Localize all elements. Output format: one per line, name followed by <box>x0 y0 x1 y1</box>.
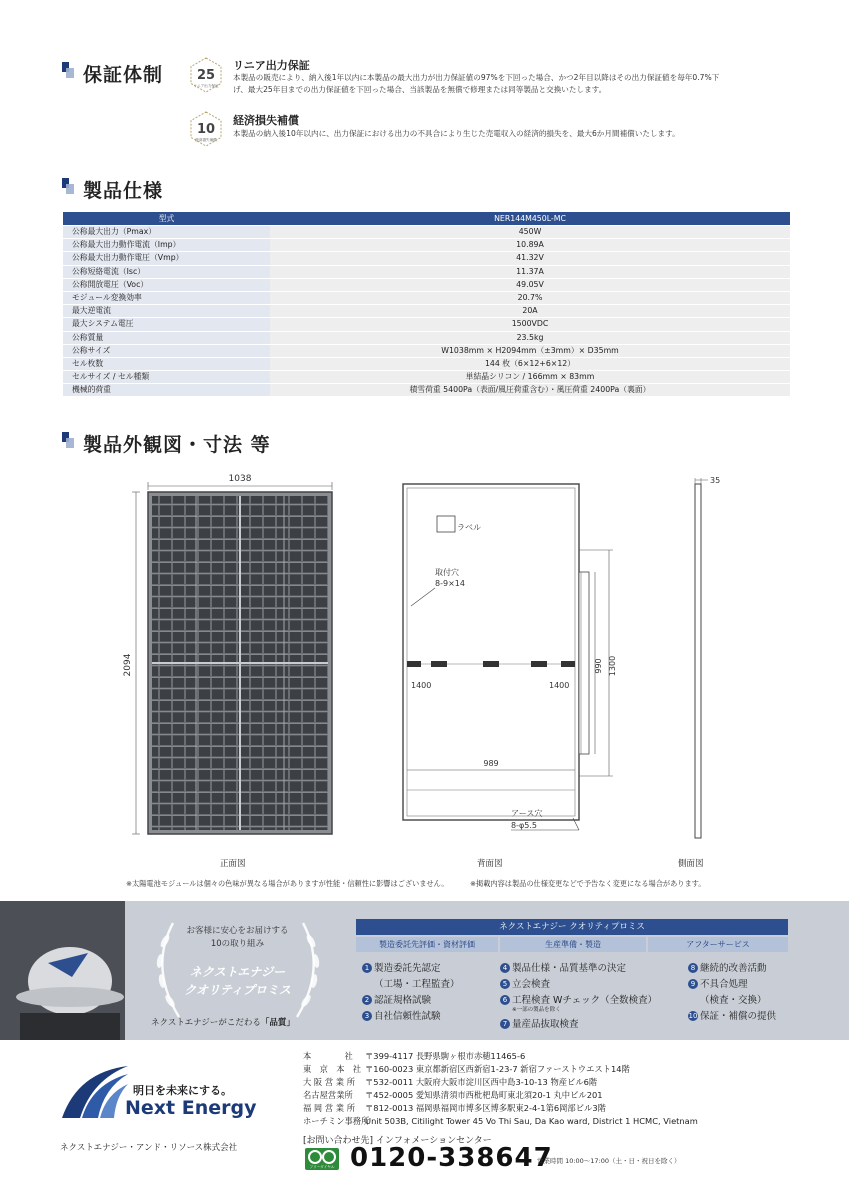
table-row <box>63 226 790 239</box>
phone-number[interactable]: 0120-338647 <box>350 1143 553 1173</box>
promise-item <box>362 960 441 974</box>
office-name: 東 京 本 社 <box>303 1064 362 1074</box>
promise-item-number: 3 <box>362 1011 372 1021</box>
office-name: 本 社 <box>303 1051 353 1061</box>
promise-item-number: 10 <box>688 1012 698 1020</box>
promise-item <box>688 960 767 974</box>
spec-key: 公称質量 <box>63 331 270 344</box>
office-addr: 〒812-0013 福岡県福岡市博多区博多駅東2-4-1第6岡部ビル3階 <box>365 1103 606 1113</box>
office-addr: 〒160-0023 東京都新宿区西新宿1-23-7 新宿ファーストウエスト14階 <box>365 1064 630 1074</box>
spec-value: 23.5kg <box>270 331 790 344</box>
warranty-25-badge-icon <box>188 57 224 93</box>
office-address <box>303 1115 698 1127</box>
promise-item <box>500 960 626 974</box>
dim-1300: 1300 <box>608 655 617 677</box>
mount-hole-spec: 8-9×14 <box>435 579 465 588</box>
table-row <box>63 278 790 291</box>
promise-column-header: 製造委託先評価・資材評価 <box>356 937 498 952</box>
spec-value: W1038mm × H2094mm（±3mm）× D35mm <box>270 344 790 357</box>
promise-item-text: （工場・工程監査） <box>374 979 460 990</box>
promise-left-panel <box>125 901 350 1040</box>
spec-value: 単結晶シリコン / 166mm × 83mm <box>270 371 790 384</box>
promise-item <box>688 976 748 990</box>
promise-item-text: 立会検査 <box>512 979 551 990</box>
promise-item-text: 工程検査 Wチェック（全数検査） <box>512 995 658 1006</box>
office-name: 福 岡 営 業 所 <box>303 1103 356 1113</box>
dim-width: 1038 <box>228 474 252 484</box>
promise-item <box>500 976 550 990</box>
business-hours: 営業時間 10:00〜17:00（土・日・祝日を除く） <box>537 1157 681 1165</box>
promise-column-header: アフターサービス <box>648 937 788 952</box>
disclaimer-note: ※太陽電池モジュールは個々の色味が異なる場合がありますが性能・信頼性に影響はございません。 <box>126 879 449 888</box>
section-title-spec: 製品仕様 <box>83 180 164 202</box>
spec-key: セルサイズ / セル種類 <box>63 371 270 384</box>
promise-item-number: 8 <box>688 963 698 973</box>
promise-item-text: 量産品抜取検査 <box>512 1019 579 1030</box>
spec-value: 10.89A <box>270 239 790 252</box>
freedial-icon <box>305 1148 343 1170</box>
section-title-warranty: 保証体制 <box>83 64 164 86</box>
promise-item <box>362 1008 441 1022</box>
company-name: ネクストエナジー・アンド・リソース株式会社 <box>60 1143 238 1153</box>
promise-table-header: ネクストエナジー クオリティプロミス <box>356 919 788 935</box>
warranty-10-badge-icon <box>188 111 224 147</box>
spec-table <box>63 212 790 397</box>
spec-value: 450W <box>270 226 790 239</box>
table-row <box>63 357 790 370</box>
office-addr: Unit 503B, Citilight Tower 45 Vo Thi Sau, Da Kao ward, District 1 HCMC, Vietnam <box>365 1116 698 1126</box>
promise-tagline-quality: 「品質」 <box>260 1018 295 1028</box>
office-name: 大 阪 営 業 所 <box>303 1077 356 1087</box>
spec-key: 公称短絡電流（Isc） <box>63 265 270 278</box>
badge-number: 10 <box>196 122 216 137</box>
table-row <box>63 318 790 331</box>
spec-key: 公称サイズ <box>63 344 270 357</box>
office-name: ホーチミン事務所 <box>303 1116 370 1126</box>
promise-lead-line: お客様に安心をお届けする <box>186 926 289 936</box>
badge-caption: 経済損失補償 <box>195 138 217 142</box>
promise-item <box>500 1016 579 1030</box>
helmet-photo-icon <box>0 901 125 1040</box>
warranty-text-line: 本製品の納入後10年以内に、出力保証における出力の不具合により生じた売電収入の経済的損失を、最大6か月間補償いたします。 <box>233 129 680 138</box>
ground-hole-label: アース穴 <box>511 809 543 818</box>
dim-1400-left: 1400 <box>411 681 432 690</box>
office-addr: 〒399-4117 長野県駒ヶ根市赤穂11465-6 <box>365 1051 526 1061</box>
table-row <box>63 371 790 384</box>
spec-value: 41.32V <box>270 252 790 265</box>
company-brand: Next Energy <box>125 1097 257 1119</box>
warranty-title: 経済損失補償 <box>233 114 299 127</box>
promise-item-number: 6 <box>500 995 510 1005</box>
office-address <box>303 1063 630 1075</box>
promise-tagline-text: ネクストエナジーがこだわる <box>151 1018 261 1028</box>
dim-989: 989 <box>483 759 499 768</box>
badge-caption: リニア出力保証 <box>193 84 219 88</box>
warranty-title: リニア出力保証 <box>233 59 310 72</box>
section-title-drawing: 製品外観図・寸法 等 <box>83 434 271 456</box>
spec-value: 積雪荷重 5400Pa（表面/風圧荷重含む）・風圧荷重 2400Pa（裏面） <box>270 384 790 397</box>
company-slogan: 明日を未来にする。 <box>133 1084 232 1097</box>
dim-height: 2094 <box>123 653 133 677</box>
spec-key: 公称開放電圧（Voc） <box>63 278 270 291</box>
spec-key: 公称最大出力動作電流（Imp） <box>63 239 270 252</box>
spec-value: 49.05V <box>270 278 790 291</box>
promise-brand-name: ネクストエナジー <box>189 965 286 979</box>
promise-item-text: 保証・補償の提供 <box>700 1011 777 1022</box>
spec-value: 20A <box>270 305 790 318</box>
section-marker <box>62 432 74 448</box>
caption-back-view: 背面図 <box>477 859 503 869</box>
warranty-text-line: げ、最大25年目までの出力保証値を下回った場合、当該製品を無償で修理または同等製品と交換いたします。 <box>233 85 607 94</box>
office-address <box>303 1089 603 1101</box>
spec-value: 1500VDC <box>270 318 790 331</box>
promise-item-text: 認証規格試験 <box>374 995 432 1006</box>
office-addr: 〒532-0011 大阪府大阪市淀川区西中島3-10-13 物産ビル6階 <box>365 1077 598 1087</box>
promise-brand-name: クオリティプロミス <box>184 983 291 997</box>
disclaimer-note: ※掲載内容は製品の仕様変更などで予告なく変更になる場合があります。 <box>470 879 706 888</box>
spec-value: 20.7% <box>270 291 790 304</box>
promise-item-number: 4 <box>500 963 510 973</box>
spec-value: 11.37A <box>270 265 790 278</box>
dim-1400-right: 1400 <box>549 681 570 690</box>
spec-key: 機械的荷重 <box>63 384 270 397</box>
promise-item <box>362 992 431 1006</box>
promise-item-number: 1 <box>362 963 372 973</box>
contact-label: [お問い合わせ先] インフォメーションセンター <box>303 1136 492 1146</box>
warranty-text-line: 本製品の販売により、納入後1年以内に本製品の最大出力が出力保証値の97%を下回った場合、かつ2年目以降はその出力保証値を毎年0.7%下 <box>233 73 720 82</box>
promise-item-number: 5 <box>500 979 510 989</box>
promise-item-text: 継続的改善活動 <box>700 963 767 974</box>
table-row <box>63 331 790 344</box>
promise-item-text: 不具合処理 <box>700 979 748 990</box>
promise-tagline <box>151 1016 295 1028</box>
side-view-drawing <box>680 470 730 845</box>
promise-item-text: 製造委託先認定 <box>374 963 441 974</box>
dim-990: 990 <box>594 658 603 674</box>
label-text: ラベル <box>457 523 481 532</box>
promise-item-text: （検査・交換） <box>700 995 767 1006</box>
promise-item-footnote <box>512 1005 561 1013</box>
office-address <box>303 1102 606 1114</box>
spec-key: モジュール変換効率 <box>63 291 270 304</box>
spec-key: 公称最大出力（Pmax） <box>63 226 270 239</box>
table-row <box>63 305 790 318</box>
front-view-drawing <box>120 470 350 845</box>
promise-item-number: 9 <box>688 979 698 989</box>
spec-value: 144 枚（6×12+6×12） <box>270 357 790 370</box>
table-row <box>63 239 790 252</box>
office-address <box>303 1076 597 1088</box>
section-marker <box>62 62 74 78</box>
promise-item <box>374 976 460 990</box>
office-addr: 〒452-0005 愛知県清須市西枇杷島町東北須20-1 丸中ビル201 <box>365 1090 603 1100</box>
caption-front-view: 正面図 <box>220 859 246 869</box>
spec-key: セル枚数 <box>63 357 270 370</box>
table-row <box>63 384 790 397</box>
promise-item <box>500 992 657 1006</box>
freedial-mark-text: フリーダイヤル <box>309 1165 335 1169</box>
badge-number: 25 <box>196 68 216 83</box>
promise-item <box>700 992 767 1006</box>
spec-key: 最大逆電流 <box>63 305 270 318</box>
back-view-drawing <box>395 478 635 845</box>
promise-item-number: 2 <box>362 995 372 1005</box>
promise-column-header: 生産準備・製造 <box>500 937 646 952</box>
ground-hole-spec: 8-φ5.5 <box>511 821 537 830</box>
spec-table-header <box>63 212 790 226</box>
spec-header-key: 型式 <box>63 212 270 226</box>
promise-lead-line: 10の取り組み <box>210 939 265 949</box>
caption-side-view: 側面図 <box>678 859 704 869</box>
dim-depth: 35 <box>710 476 721 485</box>
spec-key: 公称最大出力動作電圧（Vmp） <box>63 252 270 265</box>
table-row <box>63 252 790 265</box>
office-name: 名古屋営業所 <box>303 1090 353 1100</box>
promise-item <box>688 1008 776 1022</box>
promise-item-number: 7 <box>500 1019 510 1029</box>
table-row <box>63 265 790 278</box>
promise-item-text: 自社信頼性試験 <box>374 1011 441 1022</box>
promise-item-text: 製品仕様・品質基準の決定 <box>512 963 627 974</box>
spec-header-model: NER144M450L-MC <box>270 212 790 226</box>
next-energy-logo-icon <box>58 1062 130 1120</box>
spec-key: 最大システム電圧 <box>63 318 270 331</box>
table-row <box>63 344 790 357</box>
promise-item-text: ※一部の製品を除く <box>512 1007 561 1013</box>
table-row <box>63 291 790 304</box>
mount-hole-label: 取付穴 <box>435 568 459 577</box>
section-marker <box>62 178 74 194</box>
office-address <box>303 1050 525 1062</box>
